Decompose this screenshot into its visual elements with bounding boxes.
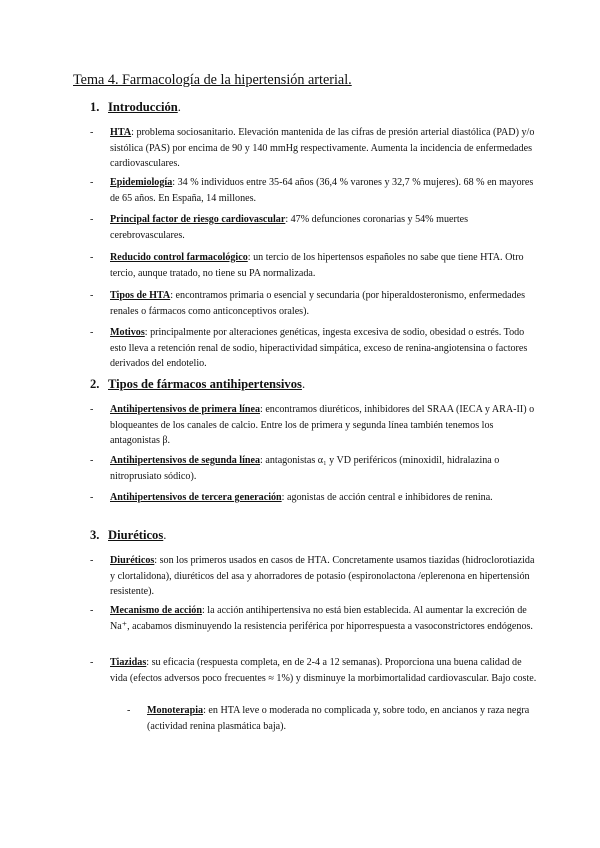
item-text: : 47% defunciones coronarias y 54% muertes cerebrovasculares. xyxy=(110,214,469,241)
bullet-dash: - xyxy=(90,404,94,415)
list-item-tipos-hta xyxy=(90,288,540,319)
item-term: Epidemiología xyxy=(110,177,173,188)
list-item-motivos xyxy=(90,325,540,372)
document-title: Tema 4. Farmacología de la hipertensión arterial. xyxy=(73,72,352,88)
bullet-dash: - xyxy=(90,492,94,503)
list-item-control-farmacologico xyxy=(90,250,540,281)
section-heading-tipos-farmacos xyxy=(90,377,305,392)
item-text: : un tercio de los hipertensos españoles no sabe que tiene HTA. Otro tercio, aunque tratado, no tiene su PA normalizada. xyxy=(110,252,524,279)
bullet-dash: - xyxy=(127,705,131,716)
bullet-dash: - xyxy=(90,252,94,263)
section-tail: . xyxy=(163,528,167,542)
list-item-hta xyxy=(90,125,540,172)
item-text: : son los primeros usados en casos de HTA. Concretamente usamos tiazidas (hidroclorotiazida y clortalidona), diuréticos del asa y ahorradores de potasio (espironolactona /eplerenona en hipertensión resistente). xyxy=(110,555,535,598)
item-term: Mecanismo de acción xyxy=(110,605,202,616)
bullet-dash: - xyxy=(90,177,94,188)
section-heading-introduccion xyxy=(90,100,181,115)
item-term: Antihipertensivos de segunda línea xyxy=(110,455,261,466)
list-item-tiazidas xyxy=(90,655,540,686)
list-item-epidemiologia xyxy=(90,175,540,206)
section-label: Diuréticos xyxy=(108,528,164,542)
list-item-factor-riesgo xyxy=(90,212,540,243)
item-term: Motivos xyxy=(110,327,145,338)
bullet-dash: - xyxy=(90,455,94,466)
item-text: : antagonistas α₁ y VD periféricos (minoxidil, hidralazina o nitroprusiato sódico). xyxy=(110,455,500,482)
item-text: : en HTA leve o moderada no complicada y, sobre todo, en ancianos y raza negra (actividad renina plasmática baja). xyxy=(147,705,530,732)
item-text: : la acción antihipertensiva no está bien establecida. Al aumentar la excreción de Na⁺, acabamos disminuyendo la resistencia periférica por hiporrespuesta a vasoconstrictores endógenos. xyxy=(110,605,533,632)
section-number: 1. xyxy=(90,100,100,114)
item-text: : encontramos primaria o esencial y secundaria (por hiperaldosteronismo, enfermedades renales o fármacos como anticonceptivos orales). xyxy=(110,290,526,317)
sublist-item-monoterapia xyxy=(127,703,537,734)
section-label: Introducción xyxy=(108,100,178,114)
item-text: : principalmente por alteraciones genéticas, ingesta excesiva de sodio, obesidad o estrés. Todo esto lleva a retención renal de sodio, hiperactividad simpática, exceso de renina-angiotensina o factores derivados del endotelio. xyxy=(110,327,528,370)
bullet-dash: - xyxy=(90,214,94,225)
bullet-dash: - xyxy=(90,657,94,668)
item-term: Tiazidas xyxy=(110,657,147,668)
item-text: : problema sociosanitario. Elevación mantenida de las cifras de presión arterial diastólica (PAD) y/o sistólica (PAS) por encima de 90 y 140 mmHg respectivamente. Aumenta la incidencia de enfermedades cardiovasculares. xyxy=(110,127,535,170)
item-term: Tipos de HTA xyxy=(110,290,171,301)
item-text: : encontramos diuréticos, inhibidores del SRAA (IECA y ARA-II) o bloqueantes de los canales de calcio. Entre los de primera y segunda línea también tenemos los antagonistas β. xyxy=(110,404,535,447)
bullet-dash: - xyxy=(90,290,94,301)
section-heading-diureticos xyxy=(90,528,166,543)
section-number: 3. xyxy=(90,528,100,542)
list-item-tercera-generacion xyxy=(90,490,540,506)
item-term: Diuréticos xyxy=(110,555,155,566)
item-term: Reducido control farmacológico xyxy=(110,252,248,263)
bullet-dash: - xyxy=(90,127,94,138)
list-item-primera-linea xyxy=(90,402,540,449)
list-item-segunda-linea xyxy=(90,453,540,484)
item-text: : agonistas de acción central e inhibidores de renina. xyxy=(281,492,493,503)
bullet-dash: - xyxy=(90,605,94,616)
item-term: Principal factor de riesgo cardiovascular xyxy=(110,214,286,225)
list-item-mecanismo-accion xyxy=(90,603,540,634)
item-term: Antihipertensivos de primera línea xyxy=(110,404,260,415)
item-term: HTA xyxy=(110,127,132,138)
item-term: Antihipertensivos de tercera generación xyxy=(110,492,282,503)
item-text: : 34 % individuos entre 35-64 años (36,4 % varones y 32,7 % mujeres). 68 % en mayores de 65 años. En España, 14 millones. xyxy=(110,177,534,204)
section-label: Tipos de fármacos antihipertensivos xyxy=(108,377,302,391)
section-tail: . xyxy=(301,377,306,391)
section-tail: . xyxy=(177,100,181,114)
item-term: Monoterapia xyxy=(147,705,204,716)
section-number: 2. xyxy=(90,377,100,391)
bullet-dash: - xyxy=(90,327,94,338)
item-text: : su eficacia (respuesta completa, en de 2-4 a 12 semanas). Proporciona una buena calidad de vida (efectos adversos poco frecuentes ≈ 1%) y disminuye la morbimortalidad cardiovascular. Bajo coste. xyxy=(110,657,537,684)
bullet-dash: - xyxy=(90,555,94,566)
list-item-diureticos xyxy=(90,553,540,600)
